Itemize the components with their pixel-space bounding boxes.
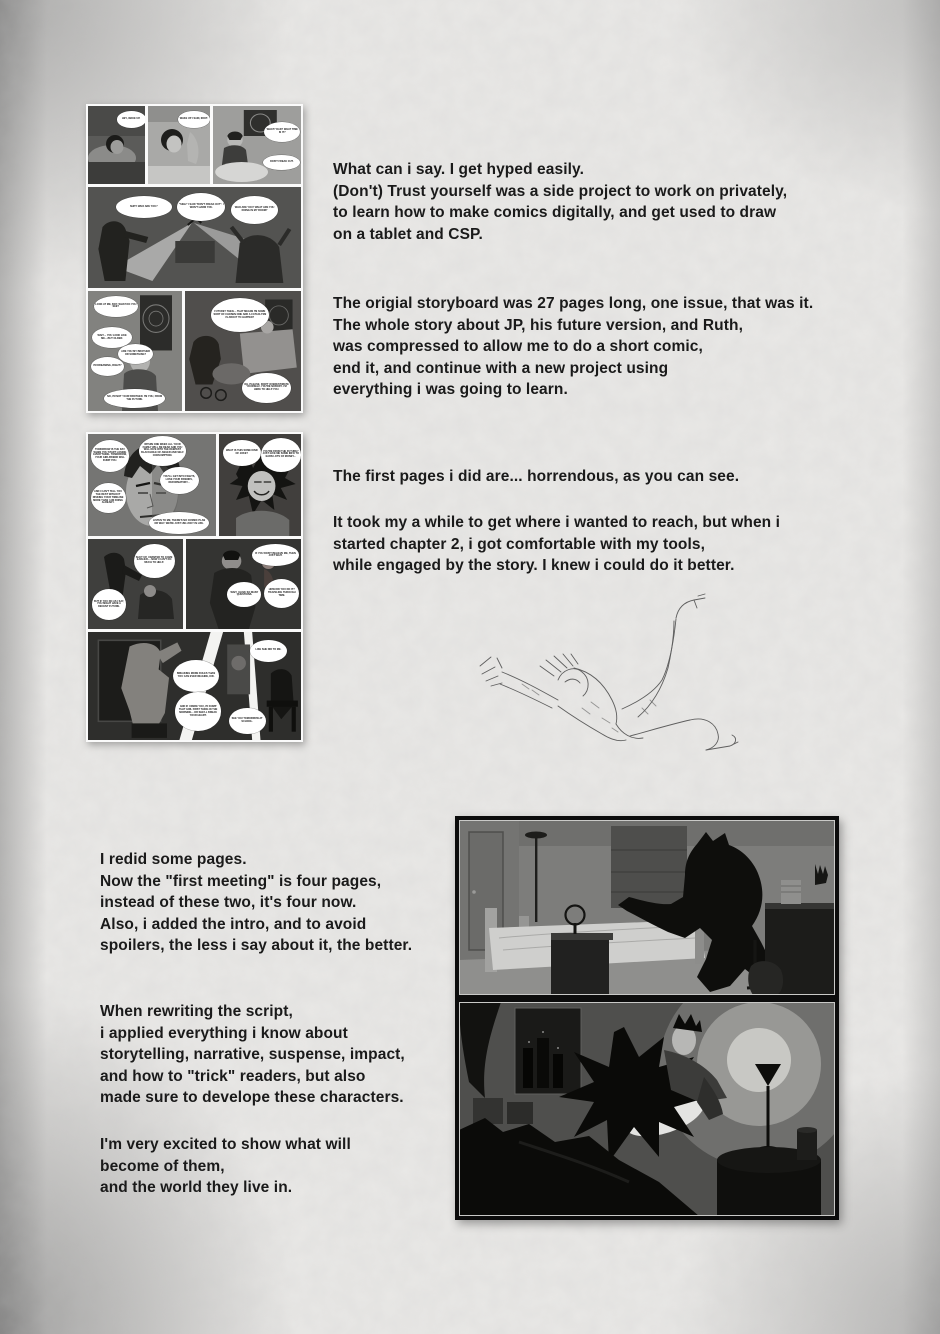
final-comic-panel-2 (459, 1002, 835, 1216)
speech-bubble: BREAKING MORE RULES THAN YOU CAN EVER IMAGINE, KID. (173, 660, 219, 692)
text-line: i applied everything i know about (100, 1024, 348, 1042)
page1-panel-1 (88, 106, 145, 184)
speech-bubble: WAKE UP I SAID, IDIOT. (178, 111, 210, 129)
text-line: When rewriting the script, (100, 1003, 293, 1020)
speech-bubble: TOMORROW IS THE DAY WHEN YOU START LOSING EVERYTHING. TOMORROW, YOUR GIRLFRIEND WILL DUMP YOU. (91, 440, 130, 472)
speech-bubble: DON'T FREAK OUT. (263, 155, 300, 170)
text-line: to learn how to make comics digitally, and get used to draw (333, 204, 777, 222)
comic-thumbnail-page2 (86, 432, 303, 742)
falling-figure-sketch (462, 588, 750, 768)
page2-panel-2 (219, 434, 301, 536)
text-line: The first pages i did are... horrendous, as you can see. (333, 468, 740, 485)
speech-bubble: YOU'LL GET INTO FIGHTS, LOSE YOUR FRIENDS, REFORMATORY... (160, 467, 199, 494)
speech-bubble: OH, PLEASE. DON'T OVERESTIMATE YOURSELF. YOU'RE NOBODY. I'M HERE TO HELP YOU. (242, 373, 291, 404)
speech-bubble: WITHIN ONE WEEK ALL YOUR FAMILY WILL BE DEAD AND YOU WILL DIVE INTO THE DEEPEST BLACKHOLE OF ANGER AND SELF CONSUMPTION. (139, 436, 186, 466)
speech-bubble: IF YOU DON'T BELIEVE ME, THEN JUST WAIT. (252, 544, 300, 566)
speech-bubble: SEE YOU TOMORROW AT SCHOOL. (229, 708, 266, 735)
text-block-intro (333, 159, 787, 245)
speech-bubble: BUT IF YOU DO AS I SAY, YOU MIGHT HAVE A DECENT FUTURE. (92, 589, 126, 620)
text-line: made sure to develope these characters. (100, 1089, 404, 1107)
text-line: The whole story about JP, his future version, and Ruth, (333, 316, 743, 334)
text-line: on a tablet and CSP. (333, 225, 483, 243)
text-block-first-pages (333, 466, 739, 488)
text-line: spoilers, the less i say about it, the better. (100, 937, 413, 955)
text-line: Now the "first meeting" is four pages, (100, 872, 382, 890)
speech-bubble: WAIT, I HAVE SO MANY QUESTIONS. (227, 582, 261, 607)
speech-bubble: AND I CAN'T TELL YOU THE REST WITHOUT RISKING YOUR TIMELINE MORE THAN I AM DOING ALREADY. (91, 483, 126, 514)
text-line: and the world they live in. (100, 1179, 293, 1197)
speech-bubble: WHAT IS THIS SOME KIND OF JOKE? (223, 440, 260, 465)
page1-panel-5 (88, 291, 182, 411)
speech-bubble: WHAT? DAD? WHAT TIME IS IT? (264, 122, 300, 142)
final-comic-page (455, 816, 839, 1220)
text-block-storyboard (333, 293, 813, 401)
page2-panel-5 (88, 632, 301, 740)
page1-row3 (88, 291, 301, 411)
text-line: Also, i added the intro, and to avoid (100, 915, 367, 933)
speech-bubble: I'M DREAMING, RIGHT? (91, 357, 124, 376)
speech-bubble: LISTEN TO ME, THERE'S NO COSMIC PLAN OR WHY. WE'RE JUST UNLUCKY IN LIFE. (149, 512, 208, 534)
comic-thumbnail-page1 (86, 104, 303, 413)
speech-bubble: SHUT UP. I WANTED TO COME EARLIER.... NOW I CAN'T DO MUCH TO HELP. (134, 544, 175, 579)
text-line: The origial storyboard was 27 pages long, one issue, that was it. (333, 295, 814, 312)
text-line: was compressed to allow me to do a short comic, (333, 338, 703, 356)
text-line: I redid some pages. (100, 851, 247, 868)
text-line: (Don't) Trust yourself was a side project to work on privately, (333, 182, 788, 200)
text-block-rewriting (100, 1001, 405, 1109)
text-block-excited (100, 1134, 351, 1199)
text-line: storytelling, narrative, suspense, impact, (100, 1046, 405, 1064)
text-block-chapter2 (333, 512, 780, 577)
page2-row3 (88, 632, 301, 740)
page2-panel-1 (88, 434, 216, 536)
page1-panel-3 (213, 106, 301, 184)
speech-bubble: LIKE SHE DID TO ME. (250, 640, 287, 662)
speech-bubble: LOOK AT ME, BOY. WHAT DO YOU SEE? (94, 296, 138, 317)
text-line: become of them, (100, 1157, 225, 1175)
speech-bubble: YOU'RE FROM THE FUTURE? JUST GIVE ME SOME INFO TO EARN LOTS OF MONEY... (261, 438, 301, 472)
text-line: everything i was going to learn. (333, 381, 568, 399)
speech-bubble: ARE YOU MY BROTHER OR SOMETHING? (118, 344, 153, 364)
speech-bubble: SHIT!! WHO ARE YOU? (116, 196, 172, 218)
page1-row2 (88, 187, 301, 288)
speech-bubble: WAIT.... YOU LOOK LIKE ME....BUT OLDER. (92, 327, 133, 348)
page2-panel-3 (88, 539, 183, 629)
text-line: end it, and continue with a new project using (333, 359, 669, 377)
text-line: and how to "trick" readers, but also (100, 1067, 366, 1085)
speech-bubble: NO, I'M NOT YOUR BROTHER. I'M YOU, FROM THE FUTURE. (104, 389, 165, 408)
speech-bubble: FUTURE? THEN.... THAT MEANS I'M SOME SORT OF CHOSEN ONE AND A CATACLYSM IS ABOUT TO HAPPEN? (211, 298, 270, 332)
page2-row1 (88, 434, 301, 536)
speech-bubble: WHO ARE YOU? WHAT ARE YOU DOING IN MY ROOM? (231, 196, 279, 224)
page1-row1 (88, 106, 301, 184)
page2-row2 (88, 539, 301, 629)
text-line: started chapter 2, i got comfortable with my tools, (333, 535, 705, 553)
final-comic-panel-1 (459, 820, 835, 995)
page1-panel-2 (148, 106, 210, 184)
text-line: while engaged by the story. I knew i could do it better. (333, 557, 735, 575)
text-line: It took my a while to get where i wanted to reach, but when i (333, 514, 781, 531)
speech-bubble: AND IF I WERE YOU, I'D DUMP THAT GIRL FIRST THING IN THE MORNING... OR SHE'LL BREAK YOUR HEART. (175, 692, 221, 731)
text-line: instead of these two, it's four now. (100, 894, 357, 912)
page2-panel-4 (186, 539, 301, 629)
text-block-redid-pages (100, 849, 412, 957)
speech-bubble: HEY, WAKE UP. (117, 111, 146, 127)
speech-bubble: HOW DID YOU DO IT? TRAVELING THROUGH TIME. (264, 579, 299, 608)
text-line: What can i say. I get hyped easily. (333, 161, 585, 178)
text-line: I'm very excited to show what will (100, 1136, 351, 1153)
speech-bubble: "SIGH" I SAID "DON'T FREAK OUT". I WON'T HARM YOU. (177, 193, 225, 221)
page1-panel-4 (88, 187, 301, 288)
page1-panel-6 (185, 291, 301, 411)
